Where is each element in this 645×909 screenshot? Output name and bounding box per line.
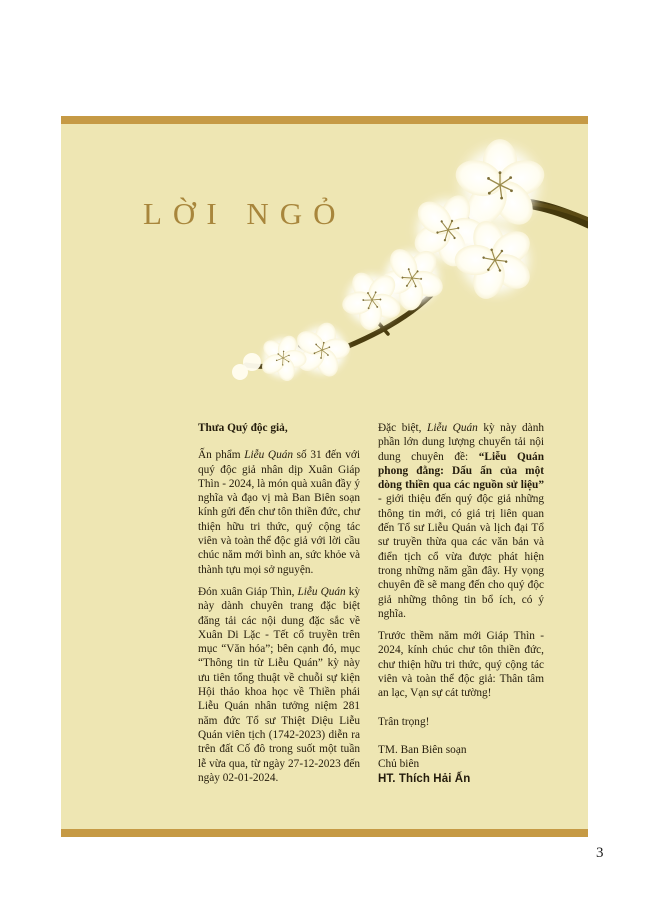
left-column bbox=[198, 421, 360, 793]
magazine-name-italic: Liễu Quán bbox=[244, 449, 294, 462]
paragraph-2-text: Đón xuân Giáp Thìn, bbox=[198, 585, 298, 598]
plum-blossom-artwork bbox=[188, 124, 588, 436]
salutation: Thưa Quý độc giả, bbox=[198, 422, 288, 434]
signature-name: HT. Thích Hải Ấn bbox=[378, 772, 471, 785]
paragraph-3-text: Đặc biệt, bbox=[378, 422, 428, 434]
paragraph-4: Trước thềm năm mới Giáp Thìn - 2024, kính chúc chư tôn thiền đức, chư thiện hữu tri thức, quý cộng tác viên và toàn thể độc giả: Thân tâm an lạc, Vạn sự cát tường! bbox=[378, 630, 544, 700]
bud-2 bbox=[232, 364, 248, 380]
paragraph-3-text-end: - giới thiệu đến quý độc giả những thông tin mới, có giá trị liên quan đến Tổ sư Liễu Quán và lịch đại Tổ sư truyền thừa qua các văn bản và điển tịch cổ vừa được phát hiện trong những năm gần đây. Hy vọng chuyên đề sẽ mang đến cho quý độc giả những thông tin bổ ích, có ý nghĩa. bbox=[378, 493, 544, 620]
right-column bbox=[378, 421, 544, 793]
feature-theme-title: “Liễu Quán phong đằng: Dấu ấn của một dòng thiền qua các nguồn sử liệu” bbox=[378, 450, 544, 492]
paragraph-3-text-cont: kỳ này dành phần lớn dung lượng chuyển tải nội dung chuyên đề: bbox=[378, 422, 544, 463]
paragraph-2-text-cont: kỳ này dành chuyên trang đặc biệt đăng tải các nội dung đặc sắc về Xuân Di Lặc - Tết cổ truyền trên mục “Văn hóa”; bên cạnh đó, mục “Thông tin từ Liễu Quán” kỳ này ưu tiên tổng thuật về chuỗi sự kiện Hội thảo khoa học về Thiền phái Liễu Quán nhân tưởng niệm 281 năm đức Tổ sư Thiệt Diệu Liễu Quán viên tịch (1742-2023) diễn ra trên đất Cố đô trong suốt một tuần lễ vừa qua, từ ngày 27-12-2023 đến ngày 02-01-2024. bbox=[198, 585, 360, 784]
paragraph-2 bbox=[198, 585, 360, 785]
body-text bbox=[198, 421, 544, 793]
magazine-name-italic: Liễu Quán bbox=[297, 585, 346, 598]
page-number: 3 bbox=[596, 845, 604, 861]
paragraph-1-text-cont: số 31 đến với quý độc giả nhân dịp Xuân Giáp Thìn - 2024, là món quà xuân đầy ý nghĩa và đạo vị mà Ban Biên soạn kính gửi đến chư tôn thiền đức, chư thiện hữu tri thức, quý cộng tác viên và toàn thể độc giả với lời cầu chúc năm mới bình an, sức khỏe và thành tựu mọi sở nguyện. bbox=[198, 449, 360, 576]
paragraph-1 bbox=[198, 448, 360, 577]
signature-org: TM. Ban Biên soạn bbox=[378, 743, 467, 756]
closing-line: Trân trọng! bbox=[378, 715, 430, 728]
signature-role: Chủ biên bbox=[378, 758, 420, 771]
page-title: LỜI NGỎ bbox=[143, 196, 347, 231]
magazine-name-italic: Liễu Quán bbox=[427, 422, 478, 434]
signature-block bbox=[378, 743, 544, 786]
paragraph-3 bbox=[378, 421, 544, 621]
paragraph-1-text: Ấn phẩm bbox=[198, 449, 245, 462]
content-panel bbox=[61, 116, 588, 837]
